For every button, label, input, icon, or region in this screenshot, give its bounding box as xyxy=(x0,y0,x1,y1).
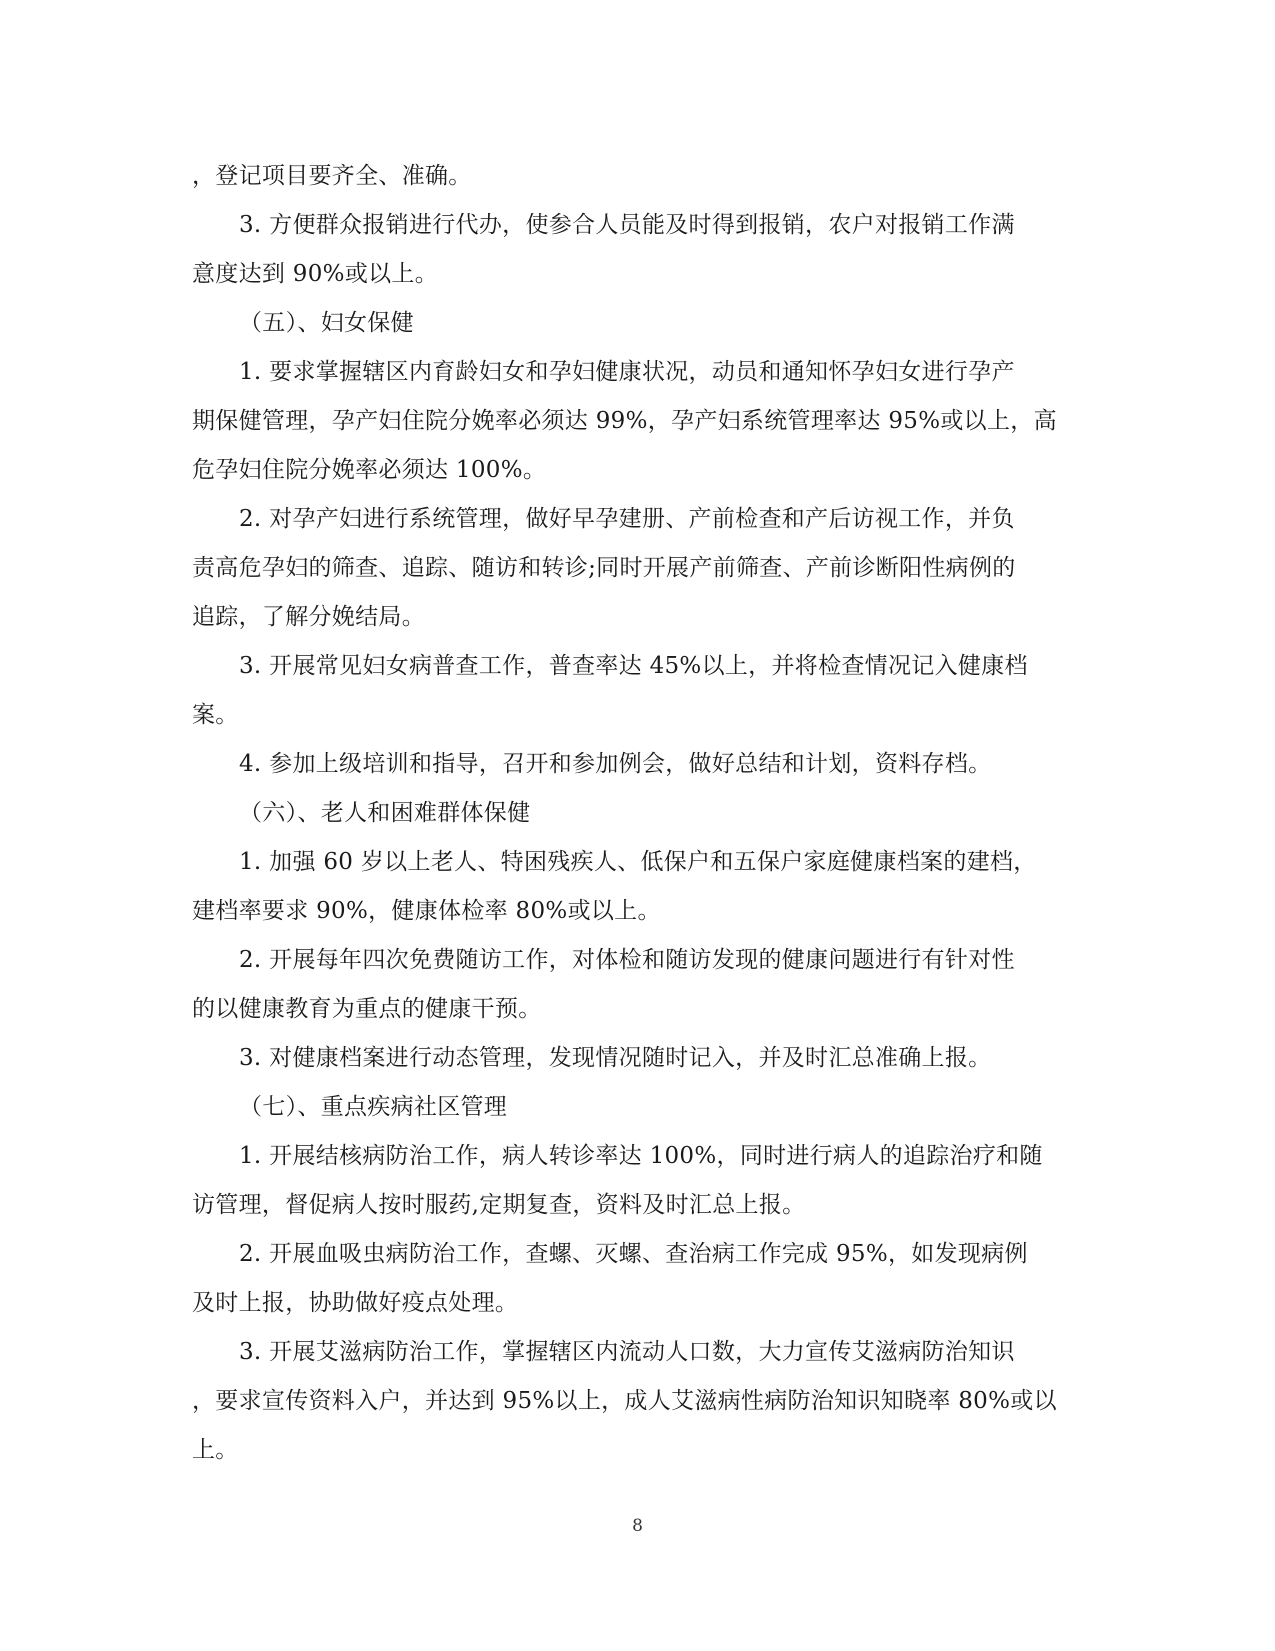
text-line: 意度达到 90%或以上。 xyxy=(192,261,439,287)
text-line: 3. 开展艾滋病防治工作，掌握辖区内流动人口数，大力宣传艾滋病防治知识 xyxy=(239,1339,1015,1365)
text-line: 案。 xyxy=(192,702,239,728)
text-line: 4. 参加上级培训和指导，召开和参加例会，做好总结和计划，资料存档。 xyxy=(239,751,992,777)
text-line: 2. 对孕产妇进行系统管理，做好早孕建册、产前检查和产后访视工作，并负 xyxy=(239,506,1015,532)
section-heading: （六）、老人和困难群体保健 xyxy=(239,800,531,826)
text-line: 责高危孕妇的筛查、追踪、随访和转诊;同时开展产前筛查、产前诊断阳性病例的 xyxy=(192,555,1016,581)
text-line: 3. 方便群众报销进行代办，使参合人员能及时得到报销，农户对报销工作满 xyxy=(239,212,1015,238)
body-text xyxy=(192,152,1072,1475)
text-line: 及时上报，协助做好疫点处理。 xyxy=(192,1290,519,1316)
text-line: 2. 开展每年四次免费随访工作，对体检和随访发现的健康问题进行有针对性 xyxy=(239,947,1015,973)
text-line: 的以健康教育为重点的健康干预。 xyxy=(192,996,542,1022)
text-line: 1. 要求掌握辖区内育龄妇女和孕妇健康状况，动员和通知怀孕妇女进行孕产 xyxy=(239,359,1015,385)
text-line: 危孕妇住院分娩率必须达 100%。 xyxy=(192,457,547,483)
text-line: 期保健管理，孕产妇住院分娩率必须达 99%，孕产妇系统管理率达 95%或以上，高 xyxy=(192,408,1057,434)
text-line: 追踪，了解分娩结局。 xyxy=(192,604,425,630)
text-line: 1. 开展结核病防治工作，病人转诊率达 100%，同时进行病人的追踪治疗和随 xyxy=(239,1143,1043,1169)
page-number: 8 xyxy=(632,1516,643,1536)
text-line: 3. 对健康档案进行动态管理，发现情况随时记入，并及时汇总准确上报。 xyxy=(239,1045,992,1071)
text-line: 3. 开展常见妇女病普查工作，普查率达 45%以上，并将检查情况记入健康档 xyxy=(239,653,1028,679)
text-line: 1. 加强 60 岁以上老人、特困残疾人、低保户和五保户家庭健康档案的建档， xyxy=(239,849,1037,875)
text-line: ，要求宣传资料入户，并达到 95%以上，成人艾滋病性病防治知识知晓率 80%或以 xyxy=(192,1388,1057,1414)
text-line: ，登记项目要齐全、准确。 xyxy=(192,163,472,189)
text-line: 上。 xyxy=(192,1437,239,1463)
section-heading: （五）、妇女保健 xyxy=(239,310,414,336)
text-line: 建档率要求 90%，健康体检率 80%或以上。 xyxy=(192,898,661,924)
text-line: 2. 开展血吸虫病防治工作，查螺、灭螺、查治病工作完成 95%，如发现病例 xyxy=(239,1241,1028,1267)
section-heading: （七）、重点疾病社区管理 xyxy=(239,1094,508,1120)
text-line: 访管理，督促病人按时服药,定期复查，资料及时汇总上报。 xyxy=(192,1192,806,1218)
